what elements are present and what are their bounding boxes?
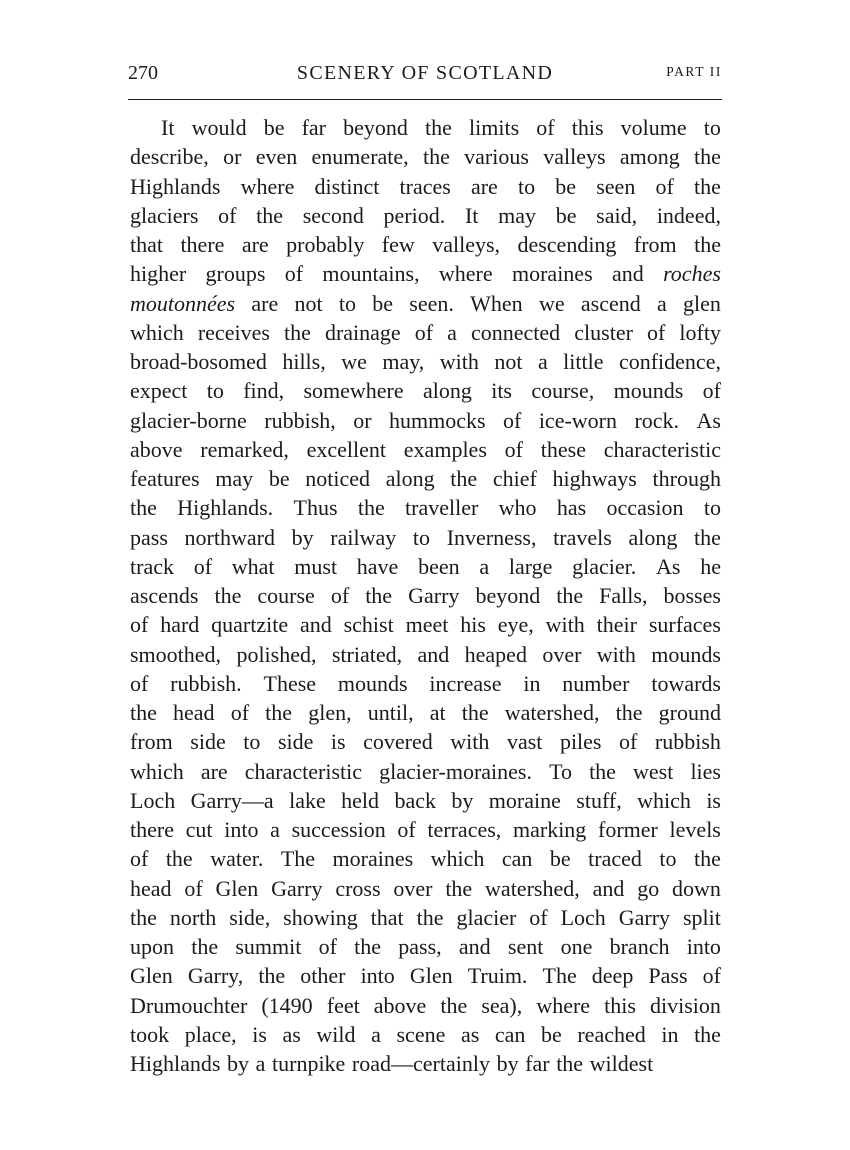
text-line: broad-bosomed hills, we may, with not a little confidence,	[130, 349, 721, 374]
text-line: of hard quartzite and schist meet his eye, with their surfaces	[130, 612, 721, 638]
text-line: glacier-borne rubbish, or hummocks of ice-worn rock. As	[130, 407, 721, 433]
running-head	[128, 62, 722, 88]
running-title: SCENERY OF SCOTLAND	[296, 62, 554, 84]
text-line: Highlands by a turnpike road—certainly by far the wildest	[130, 1051, 654, 1076]
text-line: the Highlands. Thus the traveller who has occasion to	[130, 495, 721, 521]
text-line: which are characteristic glacier-moraines. To the west lies	[130, 758, 721, 784]
text-line: moutonnées are not to be seen. When we ascend a glen	[130, 290, 721, 316]
text-line: the head of the glen, until, at the watershed, the ground	[130, 700, 721, 725]
text-line: that there are probably few valleys, descending from the	[130, 232, 721, 257]
text-line: features may be noticed along the chief highways through	[130, 466, 721, 491]
text-line: Highlands where distinct traces are to be seen of the	[130, 173, 721, 199]
text-line: upon the summit of the pass, and sent one branch into	[130, 934, 721, 959]
text-line: It would be far beyond the limits of this volume to	[161, 115, 721, 140]
text-line: Drumouchter (1490 feet above the sea), where this division	[130, 992, 721, 1018]
text-line: smoothed, polished, striated, and heaped over with mounds	[130, 641, 721, 667]
text-line: there cut into a succession of terraces, marking former levels	[130, 817, 721, 842]
text-line: from side to side is covered with vast piles of rubbish	[130, 729, 721, 755]
page-number: 270	[128, 62, 158, 84]
text-line: describe, or even enumerate, the various valleys among the	[130, 144, 721, 170]
text-line: track of what must have been a large glacier. As he	[130, 553, 721, 579]
text-line: higher groups of mountains, where moraines and roches	[130, 261, 721, 287]
text-line: above remarked, excellent examples of these characteristic	[130, 436, 721, 462]
text-line: head of Glen Garry cross over the watershed, and go down	[130, 875, 721, 901]
body-text	[130, 113, 721, 1078]
text-line: Glen Garry, the other into Glen Truim. The deep Pass of	[130, 963, 721, 989]
text-line: which receives the drainage of a connected cluster of lofty	[130, 319, 721, 345]
text-line: ascends the course of the Garry beyond the Falls, bosses	[130, 583, 721, 608]
text-line: the north side, showing that the glacier of Loch Garry split	[130, 904, 721, 930]
part-label: PART II	[666, 64, 722, 79]
text-line: of rubbish. These mounds increase in number towards	[130, 670, 721, 696]
header-rule	[128, 99, 722, 100]
text-line: Loch Garry—a lake held back by moraine stuff, which is	[130, 787, 721, 813]
text-line: took place, is as wild a scene as can be reached in the	[130, 1021, 721, 1047]
text-line: glaciers of the second period. It may be said, indeed,	[130, 202, 721, 228]
text-line: of the water. The moraines which can be traced to the	[130, 846, 721, 872]
text-line: expect to find, somewhere along its course, mounds of	[130, 378, 721, 404]
text-line: pass northward by railway to Inverness, travels along the	[130, 524, 721, 550]
